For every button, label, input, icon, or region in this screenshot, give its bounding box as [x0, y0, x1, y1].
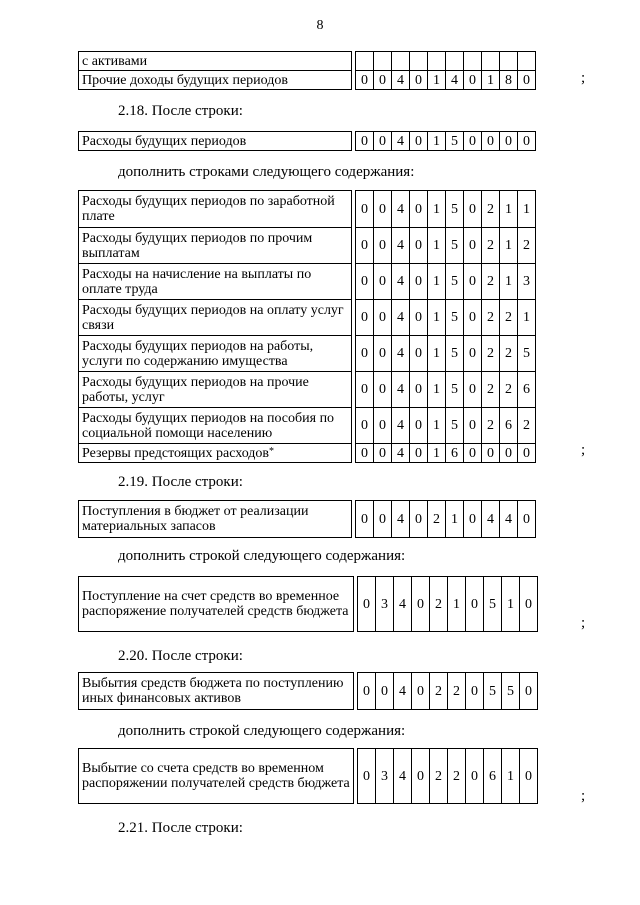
- code-digit: 0: [376, 673, 394, 710]
- table-row: [79, 228, 536, 264]
- table-row: [79, 749, 538, 804]
- code-digit: 0: [374, 228, 392, 264]
- code-digit: 0: [410, 372, 428, 408]
- table-220-new: [78, 748, 538, 804]
- code-digit: 2: [428, 501, 446, 538]
- row-label-text: Расходы будущих периодов на прочие работы, услуг: [82, 374, 309, 405]
- code-digit: 0: [374, 444, 392, 463]
- paragraph-2-18: 2.18. После строки:: [118, 103, 243, 119]
- code-digit: 1: [428, 71, 446, 90]
- code-digit: 0: [464, 501, 482, 538]
- code-digit: 0: [464, 132, 482, 151]
- code-digit: 0: [410, 501, 428, 538]
- code-digit: 0: [358, 673, 376, 710]
- code-digit: 2: [448, 749, 466, 804]
- code-digit: 4: [392, 372, 410, 408]
- code-digit: 0: [356, 336, 374, 372]
- table-row: [79, 501, 536, 538]
- code-digit: 1: [448, 577, 466, 632]
- code-digit: 0: [518, 132, 536, 151]
- code-digit: 0: [410, 132, 428, 151]
- code-digit: 1: [518, 300, 536, 336]
- code-digit: 0: [466, 577, 484, 632]
- row-label-text: Расходы будущих периодов на работы, услуги по содержанию имущества: [82, 338, 314, 369]
- code-digit: 3: [376, 749, 394, 804]
- code-digit: 0: [410, 300, 428, 336]
- table-218-after: [78, 131, 536, 151]
- code-digit: 0: [374, 336, 392, 372]
- row-label: [79, 52, 352, 71]
- table-row: [79, 300, 536, 336]
- code-digit: 2: [518, 228, 536, 264]
- code-digit: 0: [358, 749, 376, 804]
- code-digit: 0: [500, 444, 518, 463]
- code-digit: 0: [374, 501, 392, 538]
- code-table: [78, 748, 538, 804]
- code-digit: 1: [428, 300, 446, 336]
- code-digit: 5: [446, 336, 464, 372]
- code-table: [78, 131, 536, 151]
- code-digit: 4: [394, 577, 412, 632]
- code-digit: 1: [500, 191, 518, 228]
- code-digit: 4: [392, 501, 410, 538]
- code-digit: 4: [392, 71, 410, 90]
- row-label: [79, 408, 352, 444]
- code-digit: 2: [500, 336, 518, 372]
- code-digit: 0: [520, 749, 538, 804]
- code-digit: [428, 52, 446, 71]
- code-digit: 0: [464, 71, 482, 90]
- code-digit: 1: [502, 749, 520, 804]
- table-row: [79, 191, 536, 228]
- row-label: [79, 228, 352, 264]
- table-row: [79, 52, 536, 71]
- code-digit: 4: [392, 228, 410, 264]
- code-digit: 1: [428, 444, 446, 463]
- code-digit: 1: [428, 228, 446, 264]
- code-digit: 3: [376, 577, 394, 632]
- row-label-text: Прочие доходы будущих периодов: [82, 72, 288, 88]
- code-digit: 4: [392, 408, 410, 444]
- code-digit: 4: [482, 501, 500, 538]
- row-label-text: Поступления в бюджет от реализации материальных запасов: [82, 504, 309, 534]
- code-digit: 5: [518, 336, 536, 372]
- row-label-text: Расходы будущих периодов на оплату услуг связи: [82, 302, 344, 333]
- row-label-text: Выбытия средств бюджета по поступлению иных финансовых активов: [82, 676, 344, 706]
- code-digit: 5: [446, 300, 464, 336]
- table-row: [79, 408, 536, 444]
- code-digit: 0: [464, 336, 482, 372]
- code-digit: 0: [410, 444, 428, 463]
- code-digit: 0: [482, 444, 500, 463]
- paragraph-2-21: 2.21. После строки:: [118, 820, 243, 836]
- code-digit: 0: [518, 71, 536, 90]
- code-digit: 1: [428, 372, 446, 408]
- code-digit: 0: [464, 228, 482, 264]
- code-digit: 1: [428, 336, 446, 372]
- code-digit: 0: [410, 191, 428, 228]
- text-2-18-add: дополнить строками следующего содержания:: [118, 164, 415, 180]
- code-digit: 0: [518, 501, 536, 538]
- row-label-text: Расходы будущих периодов по прочим выплатам: [82, 230, 313, 261]
- semicolon: ;: [581, 442, 586, 458]
- row-label-text: Расходы будущих периодов: [82, 133, 247, 149]
- table-row: [79, 673, 538, 710]
- code-digit: 0: [500, 132, 518, 151]
- code-digit: 0: [374, 264, 392, 300]
- semicolon: ;: [581, 70, 586, 86]
- code-digit: 6: [500, 408, 518, 444]
- code-digit: 2: [448, 673, 466, 710]
- code-digit: 0: [356, 71, 374, 90]
- table-220-after: [78, 672, 538, 710]
- text-2-20-add: дополнить строкой следующего содержания:: [118, 723, 406, 739]
- table-row: [79, 577, 538, 632]
- code-digit: 1: [428, 264, 446, 300]
- code-digit: 8: [500, 71, 518, 90]
- table-row: [79, 372, 536, 408]
- code-digit: 0: [466, 673, 484, 710]
- code-digit: [482, 52, 500, 71]
- code-digit: 0: [520, 673, 538, 710]
- code-digit: [410, 52, 428, 71]
- code-digit: 0: [464, 264, 482, 300]
- code-table: [78, 190, 536, 463]
- code-digit: 0: [374, 71, 392, 90]
- row-label: [79, 264, 352, 300]
- code-digit: 2: [482, 372, 500, 408]
- code-digit: 0: [356, 372, 374, 408]
- code-digit: 5: [446, 132, 464, 151]
- table-row: [79, 444, 536, 463]
- code-table: [78, 500, 536, 538]
- code-digit: 2: [518, 408, 536, 444]
- code-digit: 0: [482, 132, 500, 151]
- code-digit: 0: [374, 132, 392, 151]
- table-row: [79, 71, 536, 90]
- code-digit: [374, 52, 392, 71]
- code-digit: 1: [482, 71, 500, 90]
- code-digit: 1: [428, 191, 446, 228]
- code-digit: 2: [430, 577, 448, 632]
- code-digit: [518, 52, 536, 71]
- code-digit: 2: [482, 228, 500, 264]
- code-digit: 0: [356, 264, 374, 300]
- code-digit: 0: [356, 300, 374, 336]
- row-label-text: с активами: [82, 53, 148, 69]
- code-digit: 0: [410, 264, 428, 300]
- code-digit: 6: [446, 444, 464, 463]
- code-digit: 4: [394, 673, 412, 710]
- code-digit: [392, 52, 410, 71]
- code-digit: 2: [500, 372, 518, 408]
- table-218-new: [78, 190, 536, 463]
- semicolon: ;: [581, 788, 586, 804]
- code-digit: 0: [464, 372, 482, 408]
- row-label-text: Расходы будущих периодов по заработной плате: [82, 194, 335, 224]
- code-digit: 1: [500, 228, 518, 264]
- row-label: [79, 501, 352, 538]
- code-digit: 0: [410, 408, 428, 444]
- code-digit: 0: [412, 577, 430, 632]
- code-digit: 1: [428, 132, 446, 151]
- code-digit: 0: [356, 191, 374, 228]
- code-digit: 0: [410, 228, 428, 264]
- row-label: [79, 300, 352, 336]
- code-digit: 1: [428, 408, 446, 444]
- code-digit: 4: [446, 71, 464, 90]
- code-table: [78, 672, 538, 710]
- code-digit: [464, 52, 482, 71]
- code-digit: 5: [446, 372, 464, 408]
- code-digit: 1: [518, 191, 536, 228]
- code-digit: 0: [374, 191, 392, 228]
- code-digit: 0: [374, 408, 392, 444]
- code-digit: 0: [466, 749, 484, 804]
- code-digit: 2: [482, 408, 500, 444]
- code-digit: 0: [356, 501, 374, 538]
- code-digit: 4: [392, 336, 410, 372]
- row-label: [79, 191, 352, 228]
- code-digit: [446, 52, 464, 71]
- code-digit: 0: [464, 300, 482, 336]
- code-digit: 0: [412, 749, 430, 804]
- table-row: [79, 264, 536, 300]
- code-digit: 4: [392, 264, 410, 300]
- code-digit: 4: [394, 749, 412, 804]
- code-digit: 0: [464, 191, 482, 228]
- code-digit: 0: [356, 444, 374, 463]
- row-label: [79, 132, 352, 151]
- row-label: [79, 577, 354, 632]
- code-digit: 0: [410, 71, 428, 90]
- code-digit: 1: [502, 577, 520, 632]
- code-digit: 5: [446, 228, 464, 264]
- code-digit: 5: [446, 408, 464, 444]
- row-label-text: Выбытие со счета средств во временном распоряжении получателей средств бюджета: [82, 761, 350, 791]
- code-digit: 5: [484, 673, 502, 710]
- code-digit: 0: [356, 408, 374, 444]
- row-label: [79, 336, 352, 372]
- code-table: [78, 51, 536, 90]
- row-label: [79, 673, 354, 710]
- code-digit: 0: [518, 444, 536, 463]
- code-digit: 3: [518, 264, 536, 300]
- code-digit: 5: [502, 673, 520, 710]
- row-label: [79, 444, 352, 463]
- code-digit: 2: [430, 749, 448, 804]
- row-label: [79, 71, 352, 90]
- code-digit: 2: [430, 673, 448, 710]
- code-digit: 4: [392, 132, 410, 151]
- code-digit: 5: [446, 191, 464, 228]
- code-digit: 4: [392, 300, 410, 336]
- code-digit: [500, 52, 518, 71]
- code-digit: 1: [500, 264, 518, 300]
- code-digit: 0: [374, 372, 392, 408]
- row-label-text: Расходы на начисление на выплаты по оплате труда: [82, 266, 312, 297]
- code-digit: 2: [482, 336, 500, 372]
- code-digit: 0: [464, 408, 482, 444]
- code-digit: 2: [482, 191, 500, 228]
- code-digit: 4: [392, 191, 410, 228]
- row-label: [79, 372, 352, 408]
- code-digit: 6: [518, 372, 536, 408]
- table-top: [78, 51, 536, 90]
- code-digit: [356, 52, 374, 71]
- code-digit: 2: [482, 300, 500, 336]
- code-digit: 6: [484, 749, 502, 804]
- code-digit: 0: [374, 300, 392, 336]
- code-digit: 0: [464, 444, 482, 463]
- code-digit: 0: [410, 336, 428, 372]
- semicolon: ;: [581, 615, 586, 631]
- code-table: [78, 576, 538, 632]
- code-digit: 2: [500, 300, 518, 336]
- code-digit: 5: [446, 264, 464, 300]
- paragraph-2-19: 2.19. После строки:: [118, 474, 243, 490]
- table-row: [79, 132, 536, 151]
- code-digit: 5: [484, 577, 502, 632]
- text-2-19-add: дополнить строкой следующего содержания:: [118, 548, 406, 564]
- code-digit: 0: [356, 132, 374, 151]
- row-label: [79, 749, 354, 804]
- row-label-text: Резервы предстоящих расходов: [82, 445, 270, 461]
- paragraph-2-20: 2.20. После строки:: [118, 648, 243, 664]
- code-digit: 0: [412, 673, 430, 710]
- code-digit: 0: [358, 577, 376, 632]
- table-219-new: [78, 576, 538, 632]
- code-digit: 4: [500, 501, 518, 538]
- code-digit: 4: [392, 444, 410, 463]
- footnote-mark: *: [269, 445, 275, 457]
- code-digit: 2: [482, 264, 500, 300]
- page-number: 8: [316, 18, 324, 33]
- row-label-text: Поступление на счет средств во временное распоряжение получателей средств бюджета: [82, 589, 349, 619]
- code-digit: 1: [446, 501, 464, 538]
- code-digit: 0: [356, 228, 374, 264]
- code-digit: 0: [520, 577, 538, 632]
- table-219-after: [78, 500, 536, 538]
- row-label-text: Расходы будущих периодов на пособия по социальной помощи населению: [82, 410, 335, 441]
- table-row: [79, 336, 536, 372]
